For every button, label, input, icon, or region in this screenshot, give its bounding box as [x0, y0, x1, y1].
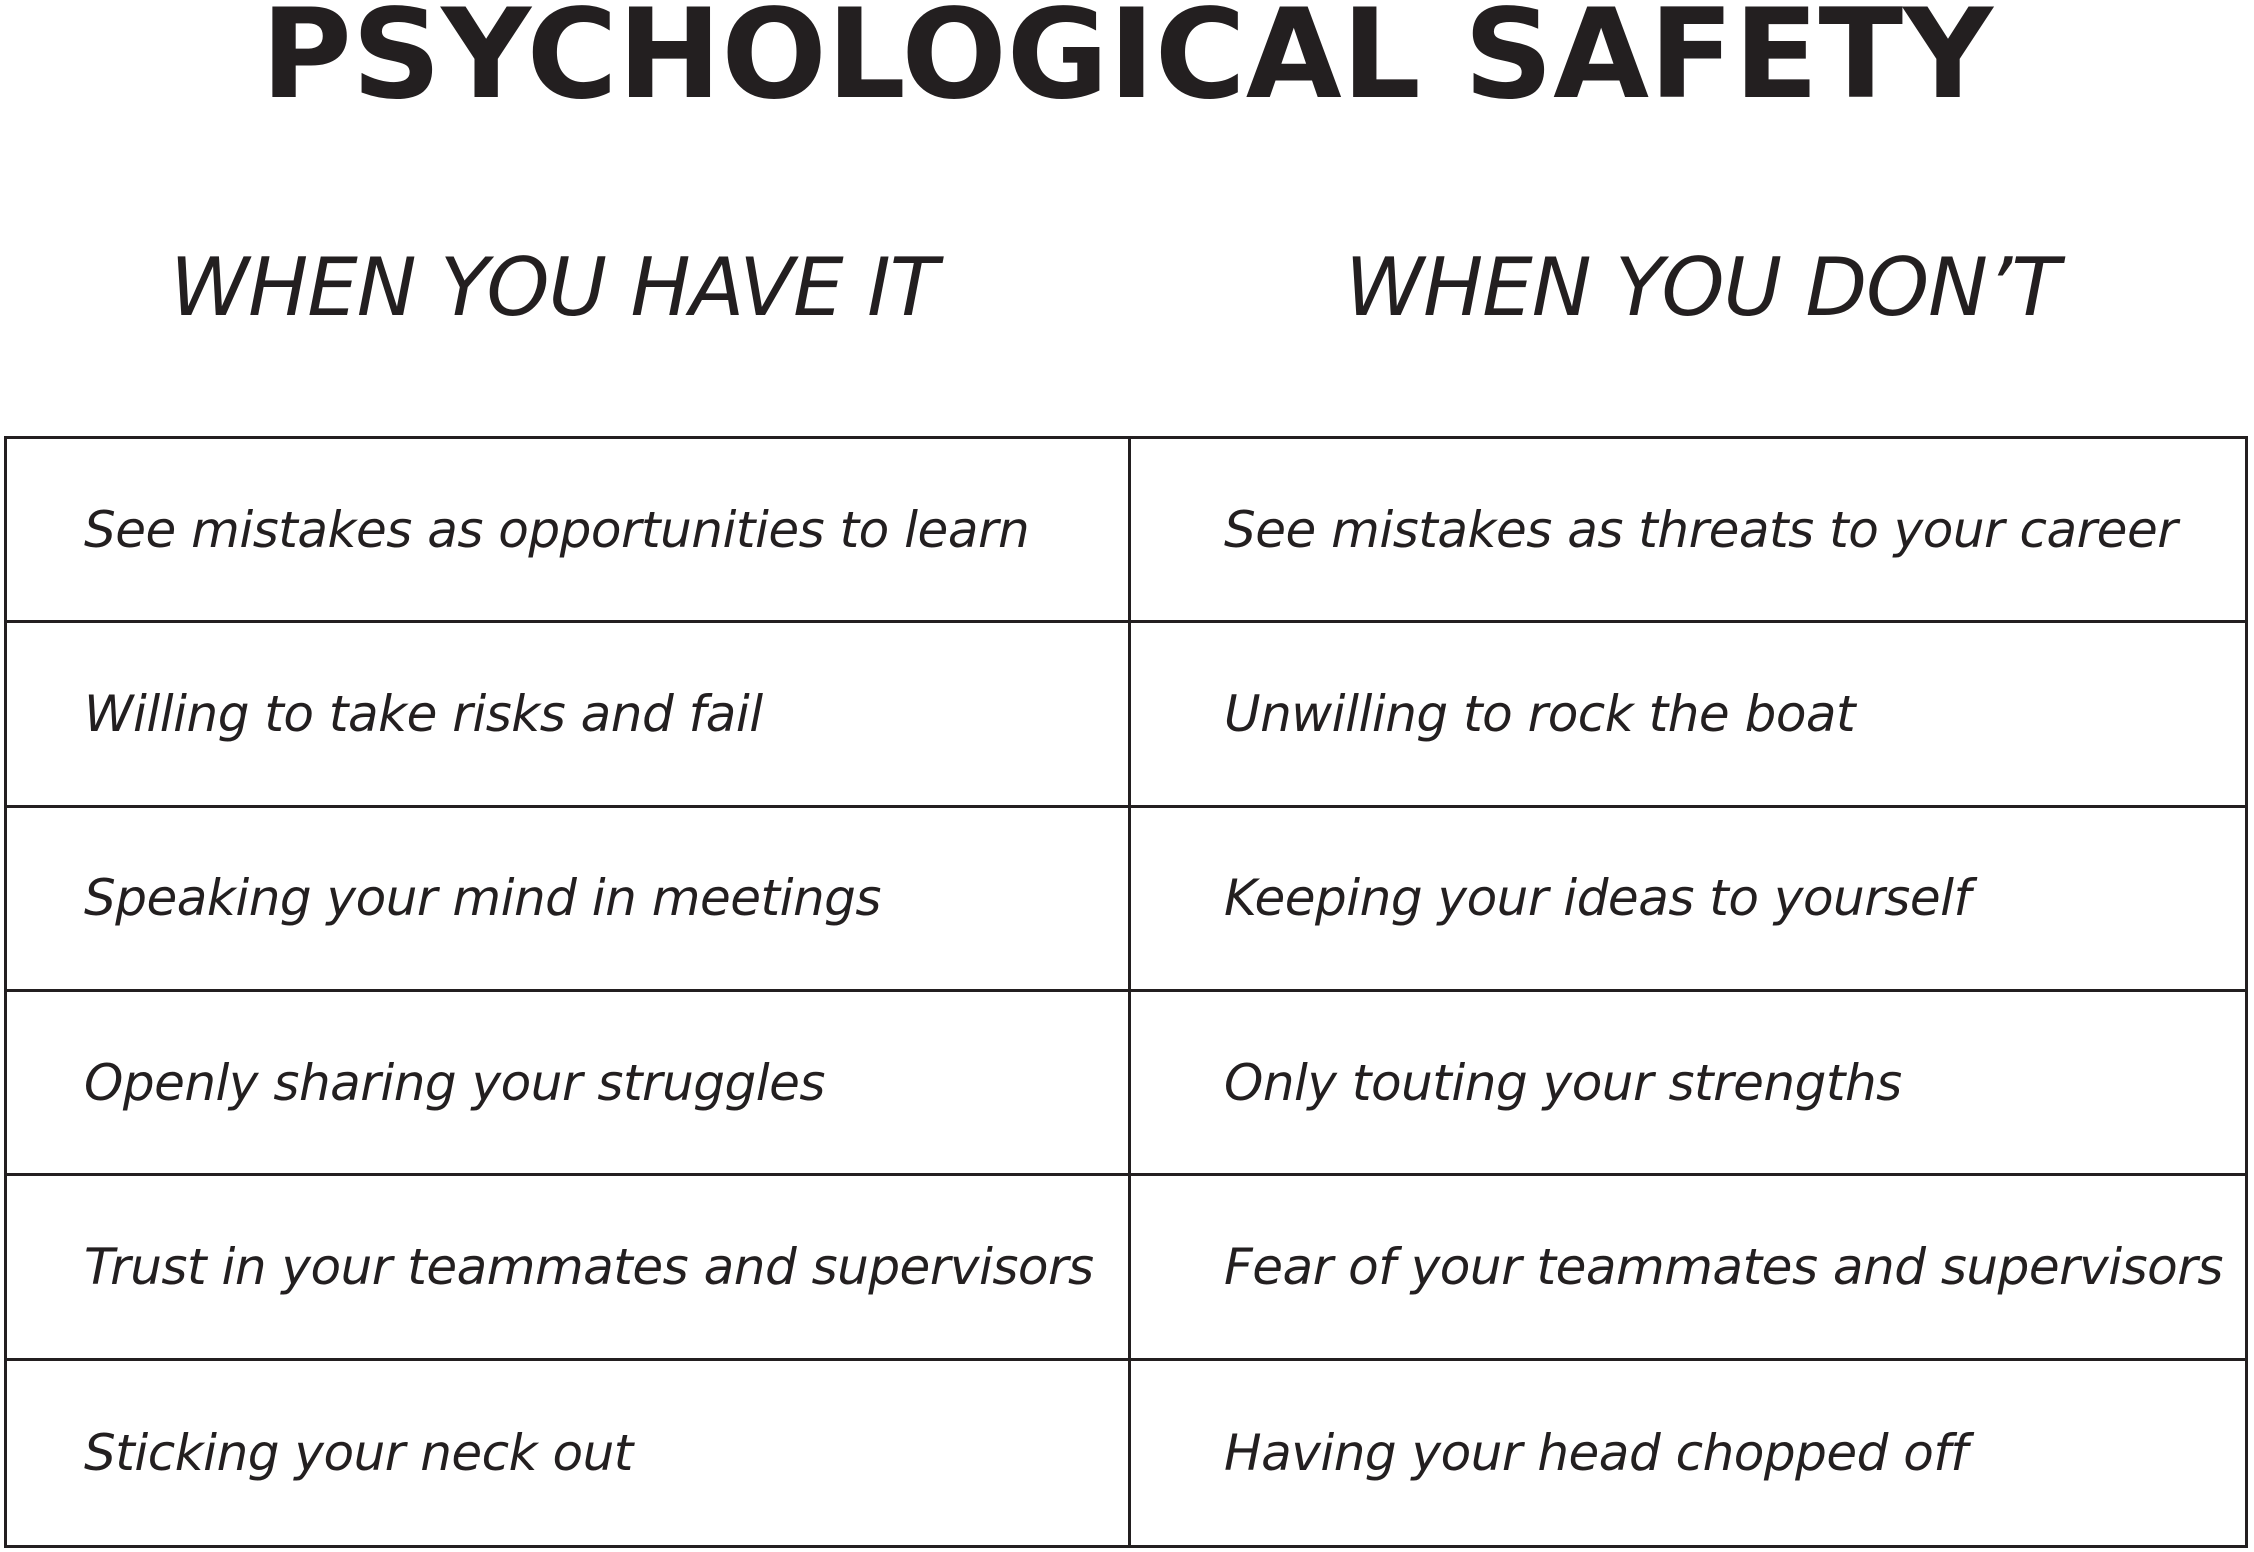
- table-cell-dont: Only touting your strengths: [1131, 992, 2245, 1176]
- column-header-have: WHEN YOU HAVE IT: [170, 241, 938, 334]
- table-cell-have: Speaking your mind in meetings: [7, 808, 1131, 992]
- table-cell-dont: See mistakes as threats to your career: [1131, 439, 2245, 623]
- comparison-table: [4, 436, 2248, 1548]
- table-cell-have: See mistakes as opportunities to learn: [7, 439, 1131, 623]
- table-cell-have: Sticking your neck out: [7, 1361, 1131, 1545]
- table-cell-dont: Having your head chopped off: [1224, 1423, 1968, 1482]
- table-cell-dont: Fear of your teammates and supervisors: [1131, 1176, 2245, 1360]
- table-cell-have: Willing to take risks and fail: [7, 623, 1131, 807]
- table-cell-dont: Keeping your ideas to yourself: [1131, 808, 2245, 992]
- page-title: PSYCHOLOGICAL SAFETY: [261, 0, 1993, 127]
- table-cell-dont: Unwilling to rock the boat: [1131, 623, 2245, 807]
- column-header-dont: WHEN YOU DON’T: [1345, 241, 2060, 334]
- table-cell-have: Trust in your teammates and supervisors: [7, 1176, 1131, 1360]
- table-cell-have: Openly sharing your struggles: [7, 992, 1131, 1176]
